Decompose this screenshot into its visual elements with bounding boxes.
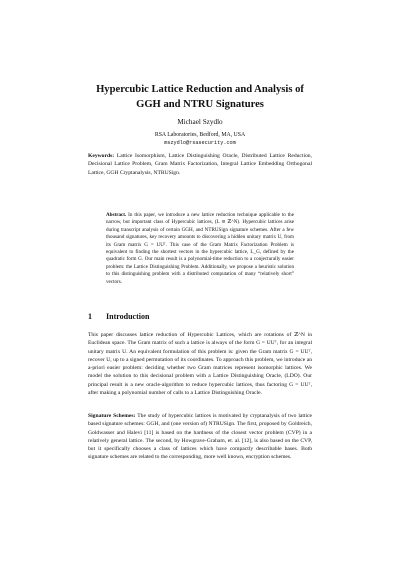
affiliation-block [0, 131, 400, 148]
intro-paragraph-2 [88, 412, 312, 462]
author-email: mszydlo@rsasecurity.com [164, 140, 236, 147]
paper-title [60, 82, 340, 112]
section-title: Introduction [106, 312, 150, 321]
title-line-1: Hypercubic Lattice Reduction and Analysis of [96, 84, 304, 95]
affiliation: RSA Laboratories, Bedford, MA, USA [154, 132, 246, 138]
section-number: 1 [88, 312, 92, 321]
signature-schemes-label: Signature Schemes: [88, 413, 136, 419]
intro-paragraph-1: This paper discusses lattice reduction of Hypercubic Lattices, which are rotations of ℤ^N in Euclidean space. The Gram matrix of such a lattice is always of the form G = UUᵀ, for an integral unitary matrix U. An equivalent formulation of this problem is: given the Gram matrix G = UUᵀ, recover U, up to a signed permutation of its coordinates. To approach this problem, we introduce an a-priori easier problem: deciding whether two Gram matrices represent isomorphic lattices. We model the solution to this decisional problem with a Lattice Distinguishing Oracle, (LDO). Our principal result is a new oracle-algorithm to reduce hypercubic lattices, thus factoring G = UUᵀ, after making a polynomial number of calls to a Lattice Distinguishing Oracle. [88, 332, 312, 397]
abstract-text: In this paper, we introduce a new lattice reduction technique applicable to the narrow, but important class of Hypercubic lattices, (L ≅ ℤ^N). Hypercubic lattices arise during transcript analysis of certain GGH, and NTRUSign signature schemes. After a few thousand signatures, key recovery amounts to discovering a hidden unitary matrix U, from its Gram matrix G = UUᵀ. This case of the Gram Matrix Factorization Problem is equivalent to finding the shortest vectors in the hypercubic lattice, L_G, defined by the quadratic form G. Our main result is a polynomial-time reduction to a conjecturally easier problem: the Lattice Distinguishing Problem. Additionally, we propose a heuristic solution to this distinguishing problem with a distributed computation of many “relatively short” vectors. [106, 212, 294, 285]
abstract [106, 212, 294, 286]
signature-schemes-text: The study of hypercubic lattices is motivated by cryptanalysis of two lattice based signature schemes: GGH, and (one version of) NTRUSign. The first, proposed by Goldreich, Goldwasser and Halevi [11] is based on the hardness of the closest vector problem (CVP) in a relatively general lattice. The second, by Howgrave-Graham, et. al. [12], is also based on the CVP, but it specifically chooses a class of lattices which have compactly describable bases. Both signature schemes are related to the corresponding, more well known, encryption schemes. [88, 413, 312, 461]
section-heading [88, 312, 149, 321]
author-name: Michael Szydlo [177, 118, 223, 126]
keywords-text: Lattice Isomorphism, Lattice Distinguishing Oracle, Distributed Lattice Reduction, Decisional Lattice Problem, Gram Matrix Factorization, Integral Lattice Embedding Orthogonal Lattice, GGH Cryptanalysis, NTRUSign. [88, 153, 312, 176]
title-line-2: GGH and NTRU Signatures [136, 99, 264, 110]
abstract-label: Abstract. [106, 212, 127, 218]
keywords [88, 152, 312, 177]
keywords-label: Keywords: [88, 153, 115, 159]
